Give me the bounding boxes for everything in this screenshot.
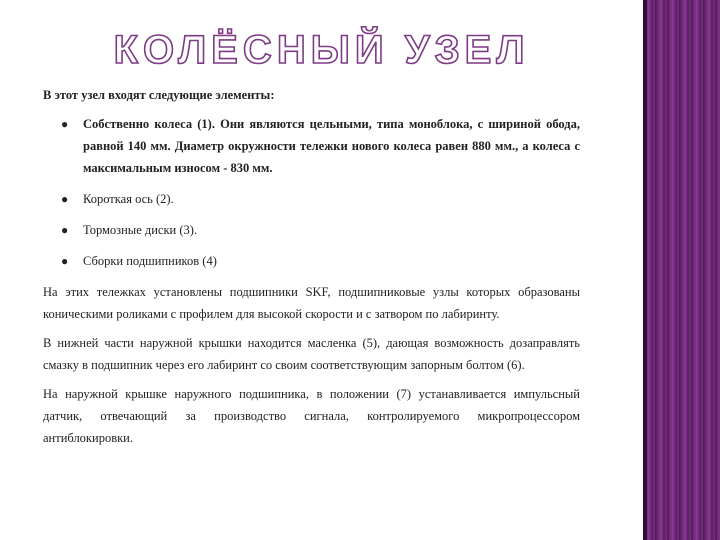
list-item-text: Тормозные диски (3). (83, 223, 198, 237)
paragraph: В нижней части наружной крышки находится масленка (5), дающая возможность дозаправлять смазку в подшипник через его лабиринт со своим соответствующим запорным болтом (6). (43, 336, 580, 372)
decorative-side-band (643, 0, 720, 540)
list-item-text: Короткая ось (2). (83, 192, 174, 206)
list-item (43, 113, 580, 179)
slide-title: КОЛЁСНЫЙ УЗЕЛ (113, 28, 530, 72)
bullet-icon: ● (61, 254, 69, 268)
list-item (43, 188, 580, 210)
bullet-icon: ● (61, 223, 69, 237)
list-item-text: Собственно колеса (1). Они являются цельными, типа моноблока, с шириной обода, равной 140 мм. Диаметр окружности тележки нового колеса равен 880 мм., а колеса с максимальным износом - 830 мм. (83, 117, 580, 175)
list-item (43, 250, 580, 272)
intro-text: В этот узел входят следующие элементы: (43, 88, 275, 102)
slide-body (43, 84, 580, 456)
list-item (43, 219, 580, 241)
bullet-icon: ● (61, 192, 69, 206)
bullet-icon: ● (61, 117, 69, 131)
paragraph: На наружной крышке наружного подшипника, в положении (7) устанавливается импульсный датчик, отвечающий за производство сигнала, контролируемого микропроцессором антиблокировки. (43, 387, 580, 445)
element-list (43, 113, 580, 272)
paragraph: На этих тележках установлены подшипники SKF, подшипниковые узлы которых образованы коническими роликами с профилем для высокой скорости и с затвором по лабиринту. (43, 285, 580, 321)
list-item-text: Сборки подшипников (4) (83, 254, 217, 268)
